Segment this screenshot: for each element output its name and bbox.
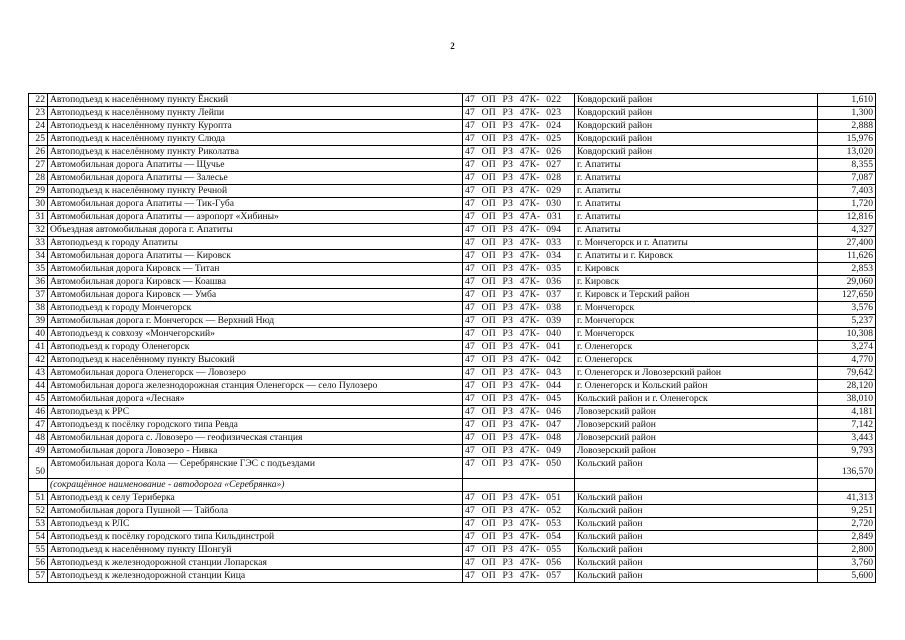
row-number: 46 xyxy=(29,406,48,419)
row-number: 31 xyxy=(29,211,48,224)
row-number: 30 xyxy=(29,198,48,211)
road-length: 15,976 xyxy=(818,133,876,146)
row-number: 25 xyxy=(29,133,48,146)
table-row xyxy=(29,107,876,120)
road-district: Кольский район xyxy=(575,531,818,544)
row-number: 44 xyxy=(29,380,48,393)
table-row xyxy=(29,354,876,367)
row-number: 38 xyxy=(29,302,48,315)
table-row xyxy=(29,250,876,263)
table-row xyxy=(29,492,876,505)
row-number: 41 xyxy=(29,341,48,354)
road-length: 4,327 xyxy=(818,224,876,237)
road-district: г. Кировск и Терский район xyxy=(575,289,818,302)
road-district: г. Апатиты и г. Кировск xyxy=(575,250,818,263)
road-district: Ковдорский район xyxy=(575,146,818,159)
road-name: Автомобильная дорога Оленегорск — Ловозеро xyxy=(48,367,463,380)
row-number: 57 xyxy=(29,570,48,583)
road-code: 47 ОП РЗ 47К- 055 xyxy=(463,544,575,557)
road-length: 12,816 xyxy=(818,211,876,224)
row-number: 47 xyxy=(29,419,48,432)
table-row xyxy=(29,146,876,159)
table-row xyxy=(29,211,876,224)
road-name: Автомобильная дорога Кировск — Коашва xyxy=(48,276,463,289)
road-length: 79,642 xyxy=(818,367,876,380)
road-code: 47 ОП РЗ 47К- 026 xyxy=(463,146,575,159)
road-name: Автоподъезд к населённому пункту Куропта xyxy=(48,120,463,133)
road-length: 28,120 xyxy=(818,380,876,393)
row-number: 29 xyxy=(29,185,48,198)
road-code: 47 ОП РЗ 47К- 045 xyxy=(463,393,575,406)
row-number: 36 xyxy=(29,276,48,289)
road-length: 1,300 xyxy=(818,107,876,120)
road-name: Автоподъезд к населённому пункту Шонгуй xyxy=(48,544,463,557)
road-name: Автомобильная дорога Апатиты — Тик-Губа xyxy=(48,198,463,211)
road-code: 47 ОП РЗ 47К- 023 xyxy=(463,107,575,120)
road-name: Объездная автомобильная дорога г. Апатиты xyxy=(48,224,463,237)
road-name: Автомобильная дорога Кировск — Умба xyxy=(48,289,463,302)
row-number: 23 xyxy=(29,107,48,120)
road-length: 10,308 xyxy=(818,328,876,341)
road-name: Автомобильная дорога «Лесная» xyxy=(48,393,463,406)
road-name: Автоподъезд к селу Териберка xyxy=(48,492,463,505)
road-code: 47 ОП РЗ 47К- 047 xyxy=(463,419,575,432)
road-code: 47 ОП РЗ 47К- 025 xyxy=(463,133,575,146)
road-district: г. Апатиты xyxy=(575,198,818,211)
row-number: 43 xyxy=(29,367,48,380)
road-district: Ковдорский район xyxy=(575,107,818,120)
row-number: 27 xyxy=(29,159,48,172)
road-district: Кольский район xyxy=(575,544,818,557)
road-code: 47 ОП РЗ 47К- 044 xyxy=(463,380,575,393)
road-district xyxy=(575,479,818,492)
road-length: 3,274 xyxy=(818,341,876,354)
road-code: 47 ОП РЗ 47А- 031 xyxy=(463,211,575,224)
road-name: Автомобильная дорога Кировск — Титан xyxy=(48,263,463,276)
road-name: Автоподъезд к населённому пункту Лейпи xyxy=(48,107,463,120)
road-name: Автомобильная дорога Апатиты — аэропорт «Хибины» xyxy=(48,211,463,224)
road-district: Кольский район xyxy=(575,492,818,505)
road-code: 47 ОП РЗ 47К- 040 xyxy=(463,328,575,341)
road-district: г. Апатиты xyxy=(575,224,818,237)
table-row xyxy=(29,445,876,458)
road-district: Ловозерский район xyxy=(575,445,818,458)
road-length: 3,443 xyxy=(818,432,876,445)
road-name: Автомобильная дорога Апатиты — Щучье xyxy=(48,159,463,172)
road-code: 47 ОП РЗ 47К- 056 xyxy=(463,557,575,570)
table-row xyxy=(29,172,876,185)
row-number: 56 xyxy=(29,557,48,570)
road-district: Кольский район и г. Оленегорск xyxy=(575,393,818,406)
road-code: 47 ОП РЗ 47К- 041 xyxy=(463,341,575,354)
road-district: г. Оленегорск xyxy=(575,354,818,367)
road-length xyxy=(818,479,876,492)
road-name: Автоподъезд к населённому пункту Речной xyxy=(48,185,463,198)
road-code: 47 ОП РЗ 47К- 022 xyxy=(463,94,575,107)
table-row xyxy=(29,544,876,557)
table-row xyxy=(29,237,876,250)
road-code: 47 ОП РЗ 47К- 024 xyxy=(463,120,575,133)
road-name: Автомобильная дорога Апатиты — Кировск xyxy=(48,250,463,263)
row-number: 39 xyxy=(29,315,48,328)
road-district: г. Апатиты xyxy=(575,172,818,185)
road-name: Автомобильная дорога Апатиты — Залесье xyxy=(48,172,463,185)
road-name: Автоподъезд к совхозу «Мончегорский» xyxy=(48,328,463,341)
road-code: 47 ОП РЗ 47К- 028 xyxy=(463,172,575,185)
road-name: Автоподъезд к посёлку городского типа Ревда xyxy=(48,419,463,432)
road-code: 47 ОП РЗ 47К- 033 xyxy=(463,237,575,250)
road-district: г. Апатиты xyxy=(575,159,818,172)
road-length: 7,087 xyxy=(818,172,876,185)
table-row xyxy=(29,263,876,276)
road-name: Автомобильная дорога г. Мончегорск — Верхний Нюд xyxy=(48,315,463,328)
road-district: Ковдорский район xyxy=(575,120,818,133)
road-length: 2,800 xyxy=(818,544,876,557)
road-code: 47 ОП РЗ 47К- 039 xyxy=(463,315,575,328)
road-length: 2,888 xyxy=(818,120,876,133)
road-district: г. Оленегорск xyxy=(575,341,818,354)
road-name: Автоподъезд к городу Оленегорск xyxy=(48,341,463,354)
road-length: 1,720 xyxy=(818,198,876,211)
row-number: 42 xyxy=(29,354,48,367)
road-district: Ковдорский район xyxy=(575,94,818,107)
road-length: 7,142 xyxy=(818,419,876,432)
row-number: 40 xyxy=(29,328,48,341)
road-district: Кольский район xyxy=(575,505,818,518)
road-length: 4,181 xyxy=(818,406,876,419)
table-row xyxy=(29,406,876,419)
table-row xyxy=(29,302,876,315)
road-district: г. Оленегорск и Ловозерский район xyxy=(575,367,818,380)
road-name: Автомобильная дорога Ловозеро - Нивка xyxy=(48,445,463,458)
road-name: Автомобильная дорога Кола — Серебрянские ГЭС с подъездами xyxy=(48,458,463,479)
road-code: 47 ОП РЗ 47К- 057 xyxy=(463,570,575,583)
table-row xyxy=(29,94,876,107)
road-name: Автоподъезд к посёлку городского типа Кильдинстрой xyxy=(48,531,463,544)
table-row xyxy=(29,432,876,445)
road-code: 47 ОП РЗ 47К- 048 xyxy=(463,432,575,445)
road-length: 2,720 xyxy=(818,518,876,531)
road-name: Автомобильная дорога железнодорожная станция Оленегорск — село Пулозеро xyxy=(48,380,463,393)
road-length: 9,251 xyxy=(818,505,876,518)
road-name: Автоподъезд к населённому пункту Риколатва xyxy=(48,146,463,159)
row-number: 45 xyxy=(29,393,48,406)
row-number: 32 xyxy=(29,224,48,237)
road-name: Автомобильная дорога с. Ловозеро — геофизическая станция xyxy=(48,432,463,445)
road-name: Автомобильная дорога Пушной — Тайбола xyxy=(48,505,463,518)
road-district: Ловозерский район xyxy=(575,432,818,445)
table-row xyxy=(29,120,876,133)
row-number: 49 xyxy=(29,445,48,458)
table-row xyxy=(29,458,876,479)
road-code: 47 ОП РЗ 47К- 038 xyxy=(463,302,575,315)
row-number: 28 xyxy=(29,172,48,185)
row-number: 24 xyxy=(29,120,48,133)
road-code: 47 ОП РЗ 47К- 037 xyxy=(463,289,575,302)
row-number: 34 xyxy=(29,250,48,263)
road-district: Кольский район xyxy=(575,570,818,583)
road-district: Ловозерский район xyxy=(575,419,818,432)
road-code: 47 ОП РЗ 47К- 036 xyxy=(463,276,575,289)
road-length: 27,400 xyxy=(818,237,876,250)
roads-table-body xyxy=(29,94,876,583)
road-code: 47 ОП РЗ 47К- 043 xyxy=(463,367,575,380)
road-name: (сокращённое наименование - автодорога «Серебрянка») xyxy=(48,479,463,492)
road-length: 8,355 xyxy=(818,159,876,172)
table-row xyxy=(29,198,876,211)
road-district: г. Мончегорск и г. Апатиты xyxy=(575,237,818,250)
road-length: 13,020 xyxy=(818,146,876,159)
road-length: 7,403 xyxy=(818,185,876,198)
row-number: 51 xyxy=(29,492,48,505)
road-name: Автоподъезд к РЛС xyxy=(48,518,463,531)
road-district: Ковдорский район xyxy=(575,133,818,146)
road-length: 5,600 xyxy=(818,570,876,583)
road-code: 47 ОП РЗ 47К- 051 xyxy=(463,492,575,505)
road-district: г. Кировск xyxy=(575,276,818,289)
road-name: Автоподъезд к населённому пункту Высокий xyxy=(48,354,463,367)
road-name: Автоподъезд к железнодорожной станции Лопарская xyxy=(48,557,463,570)
table-row xyxy=(29,518,876,531)
road-length: 2,853 xyxy=(818,263,876,276)
road-name: Автоподъезд к населённому пункту Ёнский xyxy=(48,94,463,107)
table-row xyxy=(29,289,876,302)
road-length: 3,576 xyxy=(818,302,876,315)
table-row xyxy=(29,380,876,393)
road-code: 47 ОП РЗ 47К- 029 xyxy=(463,185,575,198)
table-row xyxy=(29,133,876,146)
road-code xyxy=(463,479,575,492)
road-code: 47 ОП РЗ 47К- 052 xyxy=(463,505,575,518)
row-number: 48 xyxy=(29,432,48,445)
road-length: 11,626 xyxy=(818,250,876,263)
row-number: 26 xyxy=(29,146,48,159)
road-code: 47 ОП РЗ 47К- 094 xyxy=(463,224,575,237)
table-row xyxy=(29,224,876,237)
row-number xyxy=(29,479,48,492)
road-length: 5,237 xyxy=(818,315,876,328)
road-code: 47 ОП РЗ 47К- 027 xyxy=(463,159,575,172)
road-district: Ловозерский район xyxy=(575,406,818,419)
table-row xyxy=(29,315,876,328)
table-row xyxy=(29,328,876,341)
road-district: г. Оленегорск и Кольский район xyxy=(575,380,818,393)
road-district: г. Кировск xyxy=(575,263,818,276)
road-length: 2,849 xyxy=(818,531,876,544)
page-number: 2 xyxy=(450,41,455,51)
row-number: 53 xyxy=(29,518,48,531)
roads-table xyxy=(28,93,876,583)
road-code: 47 ОП РЗ 47К- 054 xyxy=(463,531,575,544)
road-code: 47 ОП РЗ 47К- 034 xyxy=(463,250,575,263)
row-number: 33 xyxy=(29,237,48,250)
road-district: г. Мончегорск xyxy=(575,328,818,341)
table-row xyxy=(29,185,876,198)
table-row xyxy=(29,419,876,432)
road-length: 38,010 xyxy=(818,393,876,406)
road-length: 3,760 xyxy=(818,557,876,570)
table-row xyxy=(29,505,876,518)
road-code: 47 ОП РЗ 47К- 042 xyxy=(463,354,575,367)
row-number: 52 xyxy=(29,505,48,518)
road-code: 47 ОП РЗ 47К- 050 xyxy=(463,458,575,479)
row-number: 22 xyxy=(29,94,48,107)
road-length: 136,570 xyxy=(818,458,876,479)
road-district: г. Апатиты xyxy=(575,211,818,224)
road-code: 47 ОП РЗ 47К- 049 xyxy=(463,445,575,458)
road-district: Кольский район xyxy=(575,518,818,531)
road-name: Автоподъезд к городу Апатиты xyxy=(48,237,463,250)
road-code: 47 ОП РЗ 47К- 046 xyxy=(463,406,575,419)
table-row xyxy=(29,159,876,172)
table-row xyxy=(29,276,876,289)
table-row xyxy=(29,570,876,583)
road-name: Автоподъезд к населённому пункту Слюда xyxy=(48,133,463,146)
table-row xyxy=(29,393,876,406)
road-code: 47 ОП РЗ 47К- 053 xyxy=(463,518,575,531)
table-row xyxy=(29,341,876,354)
row-number: 37 xyxy=(29,289,48,302)
road-length: 9,793 xyxy=(818,445,876,458)
row-number: 35 xyxy=(29,263,48,276)
road-code: 47 ОП РЗ 47К- 035 xyxy=(463,263,575,276)
table-row xyxy=(29,479,876,492)
table-row xyxy=(29,557,876,570)
table-row xyxy=(29,367,876,380)
road-district: г. Мончегорск xyxy=(575,315,818,328)
road-name: Автоподъезд к РРС xyxy=(48,406,463,419)
row-number: 55 xyxy=(29,544,48,557)
road-district: Кольский район xyxy=(575,557,818,570)
road-code: 47 ОП РЗ 47К- 030 xyxy=(463,198,575,211)
road-district: г. Мончегорск xyxy=(575,302,818,315)
road-length: 127,650 xyxy=(818,289,876,302)
row-number: 54 xyxy=(29,531,48,544)
road-name: Автоподъезд к железнодорожной станции Кица xyxy=(48,570,463,583)
road-name: Автоподъезд к городу Мончегорск xyxy=(48,302,463,315)
road-length: 1,610 xyxy=(818,94,876,107)
table-row xyxy=(29,531,876,544)
road-length: 41,313 xyxy=(818,492,876,505)
road-district: Кольский район xyxy=(575,458,818,479)
row-number: 50 xyxy=(29,458,48,479)
road-length: 29,060 xyxy=(818,276,876,289)
road-length: 4,770 xyxy=(818,354,876,367)
road-district: г. Апатиты xyxy=(575,185,818,198)
